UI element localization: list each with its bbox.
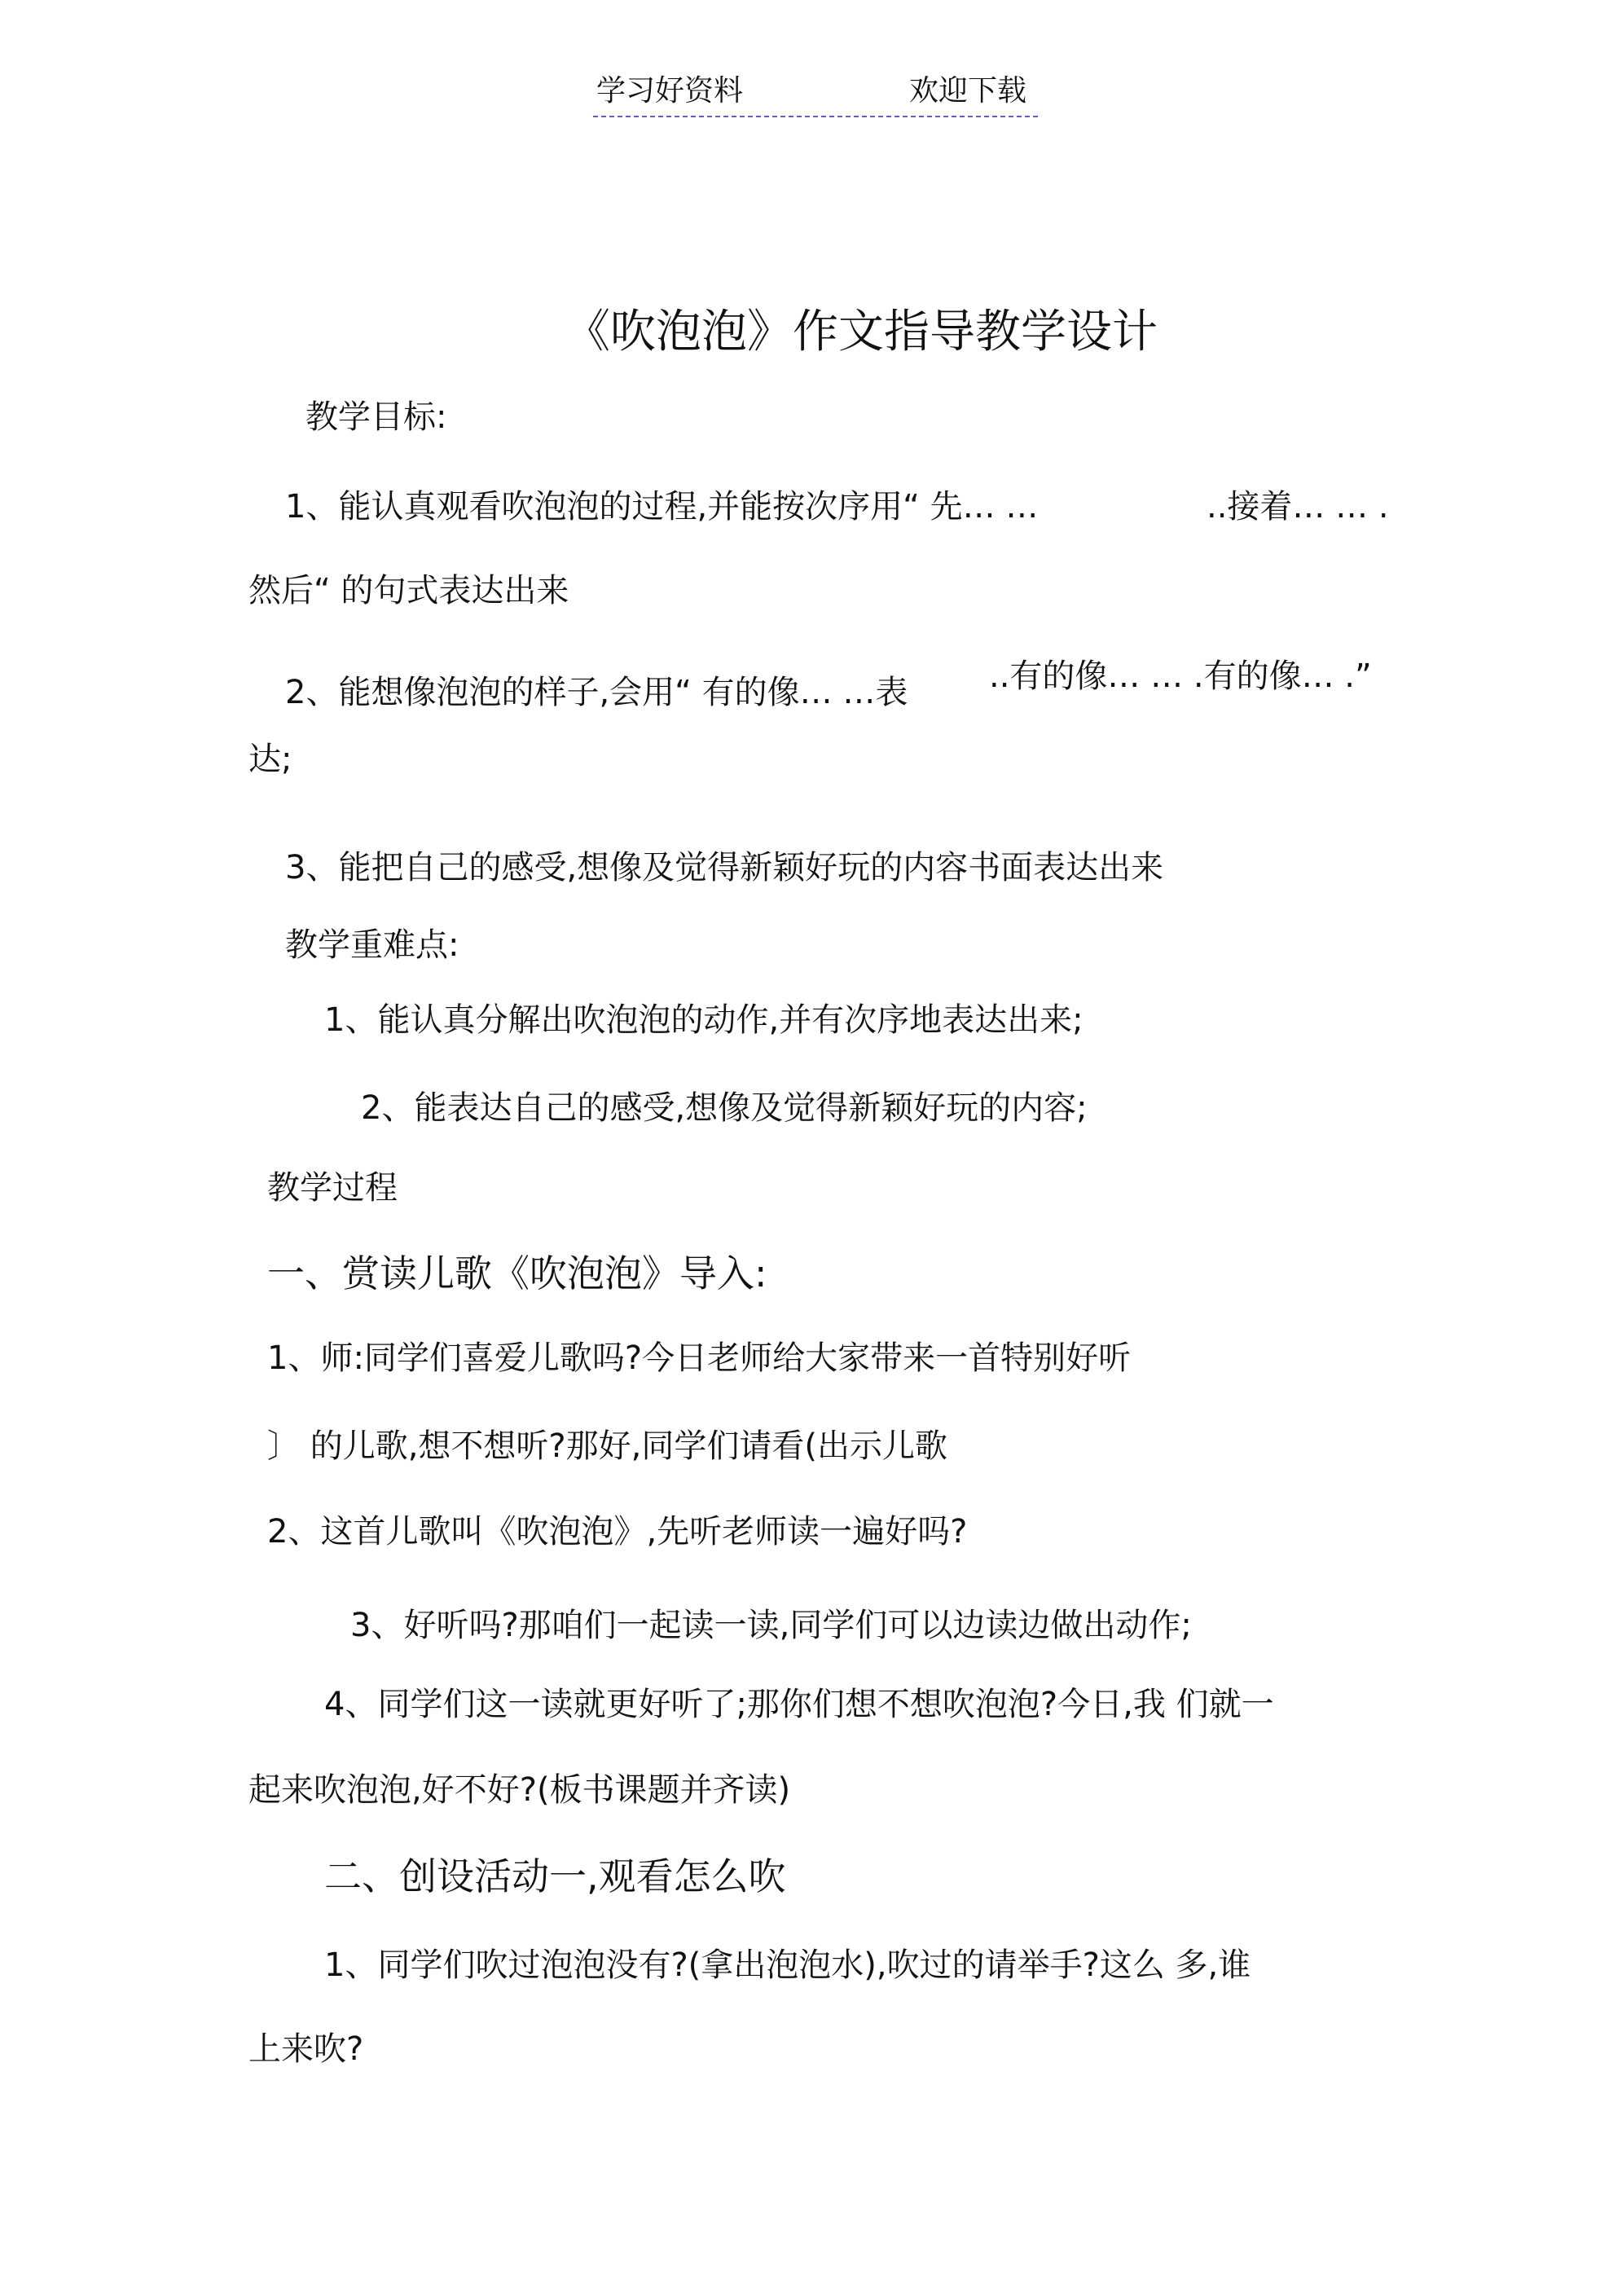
page-header: [593, 72, 1038, 117]
objective-1-part-b: ..接着… … .: [1207, 488, 1389, 526]
objectives-heading: 教学目标:: [305, 398, 447, 436]
difficulty-2: 2、能表达自己的感受,想像及觉得新颖好玩的内容;: [361, 1089, 1088, 1127]
section-1-item-1-part-b: 〕 的儿歌,想不想听?那好,同学们请看(出示儿歌: [267, 1427, 947, 1465]
difficulties-heading: 教学重难点:: [285, 926, 459, 964]
objective-1-part-c: 然后“ 的句式表达出来: [248, 572, 569, 609]
objective-2-part-b: ..有的像… … .有的像… .”: [989, 658, 1372, 695]
header-left-text: 学习好资料: [596, 74, 744, 108]
section-1-item-4-part-b: 起来吹泡泡,好不好?(板书课题并齐读): [248, 1771, 791, 1809]
difficulty-1: 1、能认真分解出吹泡泡的动作,并有次序地表达出来;: [324, 1001, 1084, 1039]
objective-2-part-a: 2、能想像泡泡的样子,会用“ 有的像… …表: [285, 674, 908, 711]
objective-2-part-c: 达;: [248, 741, 292, 778]
objective-3: 3、能把自己的感受,想像及觉得新颖好玩的内容书面表达出来: [285, 849, 1164, 886]
header-right-text: 欢迎下载: [909, 74, 1027, 108]
process-heading: 教学过程: [267, 1169, 398, 1207]
section-1-item-4-part-a: 4、同学们这一读就更好听了;那你们想不想吹泡泡?今日,我 们就一: [324, 1686, 1274, 1723]
section-1-item-1-part-a: 1、师:同学们喜爱儿歌吗?今日老师给大家带来一首特别好听: [267, 1339, 1132, 1377]
section-1-heading: 一、赏读儿歌《吹泡泡》导入:: [267, 1251, 767, 1295]
section-2-item-1-part-a: 1、同学们吹过泡泡没有?(拿出泡泡水),吹过的请举手?这么 多,谁: [324, 1946, 1251, 1984]
section-1-item-3: 3、好听吗?那咱们一起读一读,同学们可以边读边做出动作;: [350, 1607, 1192, 1644]
section-2-item-1-part-b: 上来吹?: [248, 2030, 364, 2068]
section-1-item-2: 2、这首儿歌叫《吹泡泡》,先听老师读一遍好吗?: [267, 1513, 968, 1550]
section-2-heading: 二、创设活动一,观看怎么吹: [324, 1854, 786, 1898]
document-title: 《吹泡泡》作文指导教学设计: [565, 306, 1158, 358]
objective-1-part-a: 1、能认真观看吹泡泡的过程,并能按次序用“ 先… …: [285, 488, 1039, 526]
